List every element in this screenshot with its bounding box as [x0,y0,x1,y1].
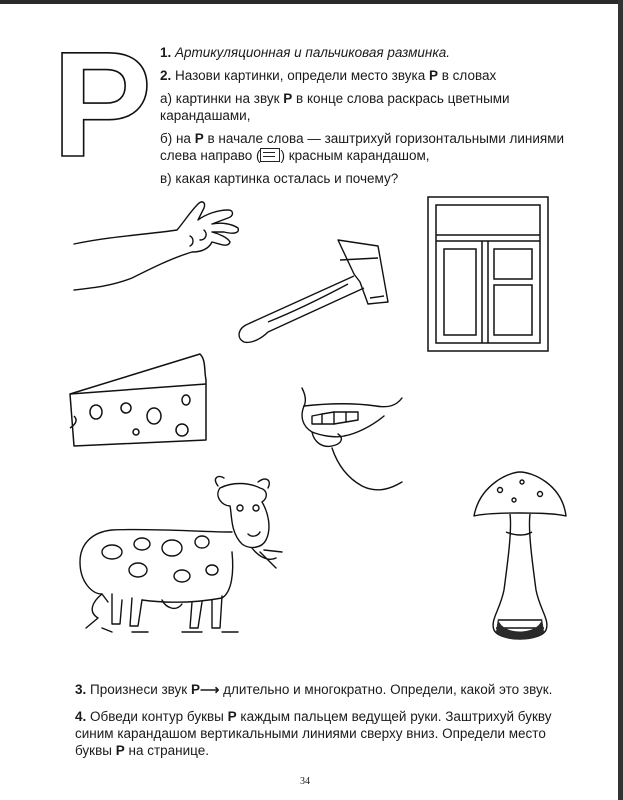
item-b-letter: Р [194,131,204,146]
item-a-post: в конце слова раскрась цветными карандашами, [160,91,510,123]
item-2-pre: Назови картинки, определи место звука [175,68,426,83]
item-b-pre: б) на [160,131,191,146]
item-2-num: 2. [160,68,172,83]
item-a [160,90,570,124]
window-icon [424,193,552,355]
item-2-post: в словах [441,68,497,83]
task-4-letter-2: Р [115,743,125,758]
item-c-text: в) какая картинка осталась и почему? [160,171,399,186]
item-1-text: Артикуляционная и пальчиковая разминка. [175,45,450,60]
task-4 [75,708,565,759]
hatch-arrow-icon [260,148,280,162]
mushroom-icon [470,470,570,646]
task-4-num: 4. [75,709,87,724]
arrow-right-icon: ⟶ [200,682,220,697]
item-1 [160,44,570,61]
item-c [160,170,570,187]
item-b-mid: в начале слова — заштрихуй горизонтальными линиями слева направо ( [160,131,565,163]
cheese-icon [66,350,216,450]
task-3-num: 3. [75,682,87,697]
item-b [160,130,570,164]
mushroom-base-shading [496,618,544,640]
item-a-pre: а) картинки на звук [160,91,280,106]
instructions [160,44,570,193]
item-b-post: ) красным карандашом, [280,148,430,163]
page-number: 34 [300,776,310,787]
task-4-post: на странице. [128,743,210,758]
task-3-pre: Произнеси звук [90,682,188,697]
task-4-letter: Р [227,709,237,724]
task-3 [75,682,575,698]
page-right-edge [618,0,623,800]
task-4-mid: каждым пальцем ведущей руки. Заштрихуй букву синим карандашом вертикальными линиями сверху вниз. Определи место буквы [75,709,552,758]
task-3-letter: Р [190,682,200,697]
mouth-icon [292,376,412,498]
task-3-post: длительно и многократно. Определи, какой это звук. [223,682,553,697]
big-letter-outline [52,38,152,168]
axe-icon [228,232,398,347]
item-2 [160,67,570,84]
task-4-pre: Обведи контур буквы [90,709,224,724]
cow-icon [72,472,288,638]
item-1-num: 1. [160,45,172,60]
item-a-letter: Р [283,91,293,106]
page-top-edge [0,0,623,4]
big-letter-glyph: Р [52,38,152,168]
hand-icon [72,196,242,296]
item-2-letter: Р [428,68,438,83]
